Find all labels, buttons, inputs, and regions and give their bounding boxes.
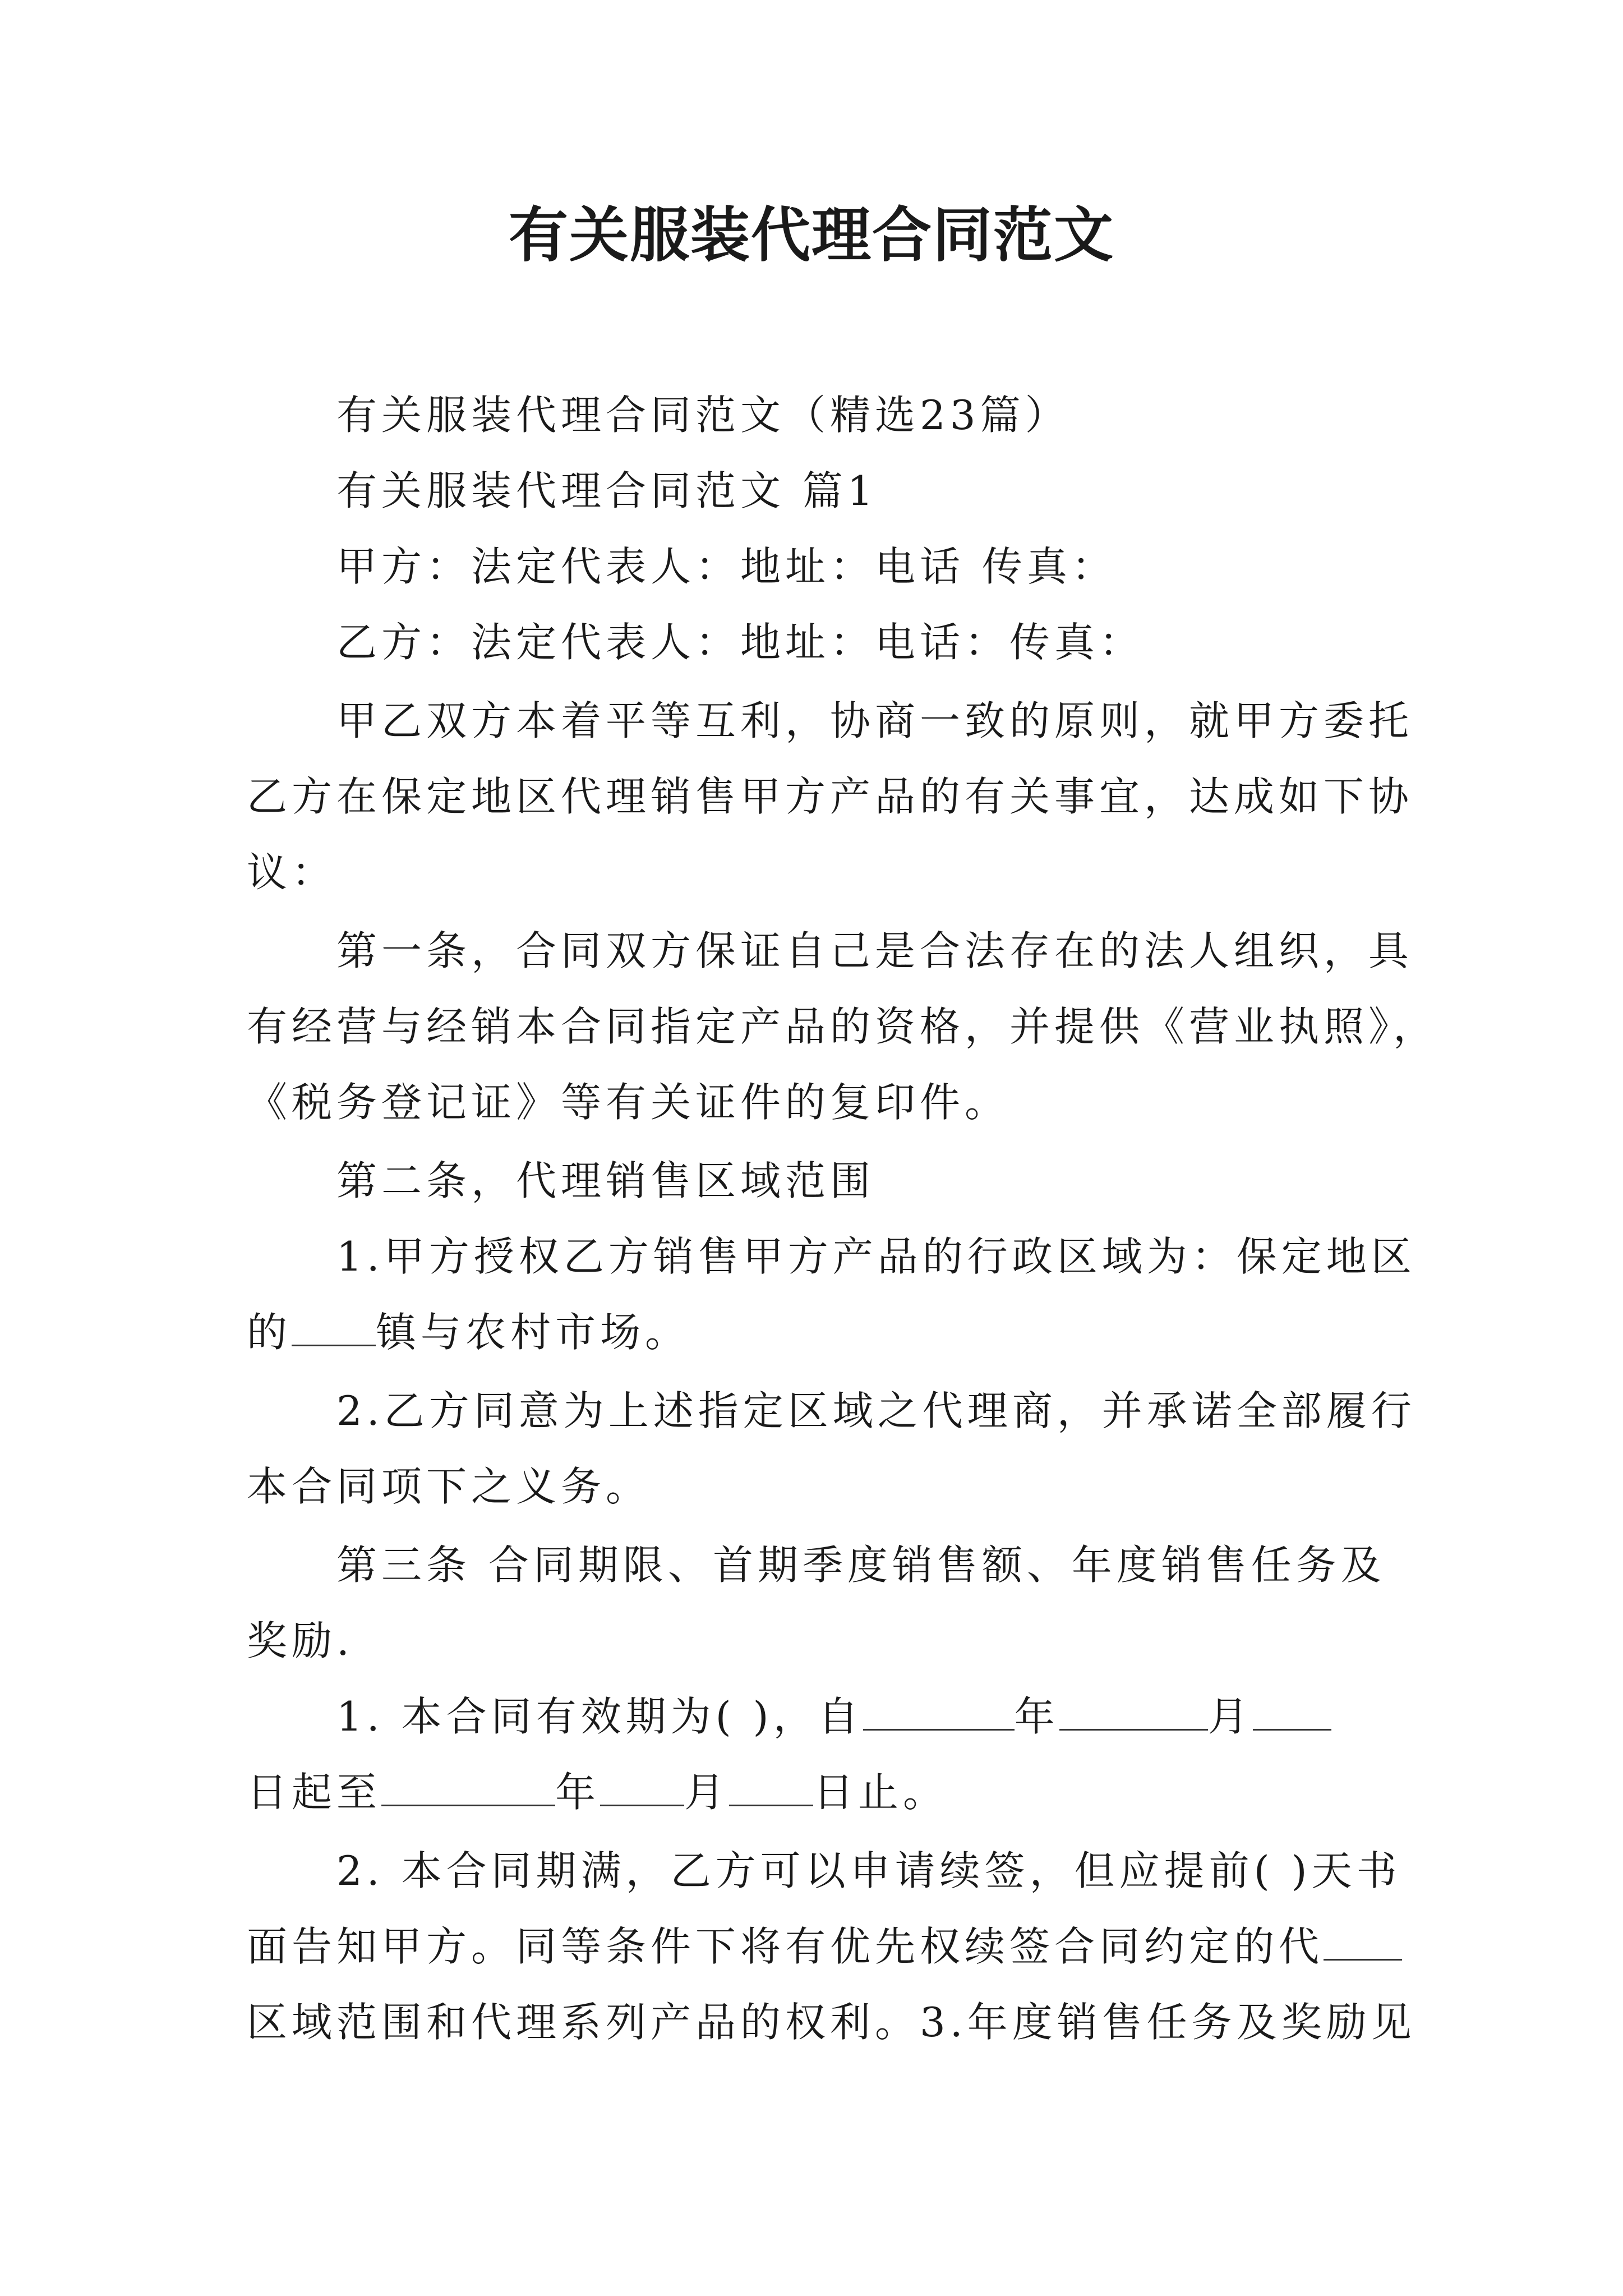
fill-in-blank bbox=[292, 1310, 376, 1346]
paragraph-line: 第一条，合同双方保证自己是合法存在的法人组织，具 bbox=[336, 927, 1414, 974]
section-heading: 有关服装代理合同范文 篇1 bbox=[336, 467, 878, 514]
text-segment: 面告知甲方。同等条件下将有优先权续签合同约定的代 bbox=[247, 1923, 1324, 1970]
fill-in-blank bbox=[1324, 1924, 1402, 1961]
text-segment: 年 bbox=[555, 1769, 601, 1816]
text-segment: 年 bbox=[1014, 1693, 1059, 1740]
paragraph-line bbox=[247, 1918, 1402, 1975]
paragraph-line: 本合同项下之义务。 bbox=[247, 1463, 651, 1510]
document-title: 有关服装代理合同范文 bbox=[509, 201, 1114, 270]
party-b-line: 乙方：法定代表人：地址：电话：传真： bbox=[336, 619, 1145, 666]
text-segment: 月 bbox=[1207, 1693, 1253, 1740]
article-heading: 第三条 合同期限、首期季度销售额、年度销售任务及 bbox=[336, 1542, 1386, 1589]
text-segment: 的 bbox=[247, 1309, 292, 1356]
paragraph-line: 1.甲方授权乙方销售甲方产品的行政区域为：保定地区 bbox=[336, 1233, 1416, 1280]
paragraph-line: 2.乙方同意为上述指定区域之代理商，并承诺全部履行 bbox=[336, 1387, 1416, 1434]
paragraph-line: 甲乙双方本着平等互利，协商一致的原则，就甲方委托 bbox=[336, 697, 1414, 744]
text-segment: 1. 本合同有效期为( )，自 bbox=[336, 1693, 863, 1740]
fill-in-blank bbox=[600, 1770, 684, 1806]
fill-in-blank bbox=[729, 1770, 813, 1806]
paragraph-line: 乙方在保定地区代理销售甲方产品的有关事宜，达成如下协 bbox=[247, 773, 1414, 820]
paragraph-line: 议： bbox=[247, 849, 337, 896]
text-segment: 月 bbox=[684, 1769, 730, 1816]
subtitle-line: 有关服装代理合同范文（精选23篇） bbox=[336, 392, 1070, 439]
paragraph-line: 《税务登记证》等有关证件的复印件。 bbox=[247, 1079, 1010, 1126]
paragraph-line: 2. 本合同期满，乙方可以申请续签，但应提前( )天书 bbox=[336, 1847, 1401, 1894]
party-a-line: 甲方：法定代表人：地址：电话 传真： bbox=[336, 543, 1117, 590]
article-heading: 第二条，代理销售区域范围 bbox=[336, 1157, 875, 1204]
paragraph-line bbox=[247, 1304, 690, 1360]
paragraph-line: 有经营与经销本合同指定产品的资格，并提供《营业执照》， bbox=[247, 1003, 1438, 1050]
paragraph-line bbox=[336, 1688, 1331, 1745]
text-segment: 日止。 bbox=[813, 1769, 948, 1816]
paragraph-line bbox=[247, 1764, 948, 1820]
fill-in-blank bbox=[381, 1770, 555, 1806]
paragraph-line: 区域范围和代理系列产品的权利。3.年度销售任务及奖励见 bbox=[247, 1999, 1416, 2046]
fill-in-blank bbox=[863, 1694, 1015, 1731]
text-segment: 镇与农村市场。 bbox=[376, 1309, 690, 1356]
paragraph-line: 奖励. bbox=[247, 1617, 354, 1664]
text-segment: 日起至 bbox=[247, 1769, 382, 1816]
fill-in-blank bbox=[1059, 1694, 1208, 1731]
fill-in-blank bbox=[1253, 1694, 1331, 1731]
